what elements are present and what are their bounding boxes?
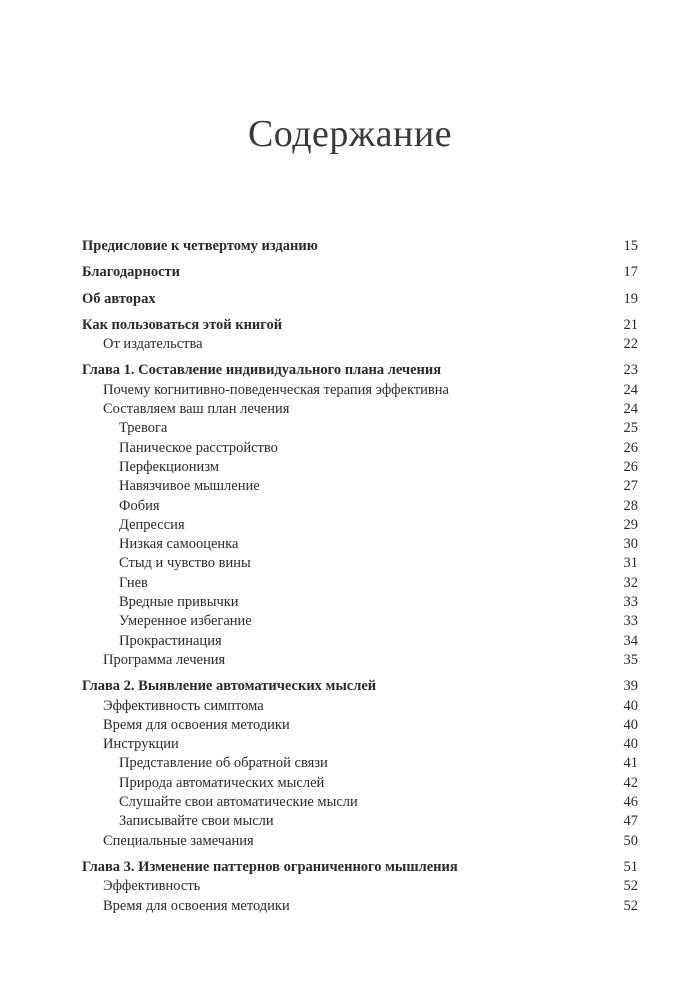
toc-entry-page: 32 [623,574,638,591]
toc-entry-page: 33 [623,613,638,630]
toc-entry-title: От издательства [103,336,203,353]
toc-entry-subsection [82,554,638,573]
toc-entry-page: 40 [623,736,638,753]
page-title: Содержание [247,113,453,155]
toc-entry-subsection [82,612,638,631]
toc-entry-title: Умеренное избегание [119,613,252,630]
toc-entry-title: Время для освоения методики [103,716,290,733]
toc-entry-main [82,237,638,256]
toc-entry-title: Паническое расстройство [119,439,278,456]
toc-entry-subsection [82,774,638,793]
toc-entry-subsection [82,574,638,593]
toc-entry-title: Глава 3. Изменение паттернов ограниченного мышления [82,858,458,875]
toc-entry-page: 19 [623,290,638,307]
toc-entry-page: 24 [623,381,638,398]
toc-entry-title: Эффективность симптома [103,697,264,714]
toc-entry-title: Составляем ваш план лечения [103,401,290,418]
toc-entry-main [82,361,638,380]
toc-entry-page: 17 [623,264,638,281]
toc-entry-page: 31 [623,555,638,572]
toc-entry-title: Благодарности [82,264,181,281]
toc-entry-subsection [82,632,638,651]
toc-entry-page: 15 [623,238,638,254]
toc-entry-subsection [82,477,638,496]
toc-entry-title: Глава 1. Составление индивидуального плана лечения [82,362,442,379]
toc-entry-main [82,677,638,696]
toc-entry-page: 35 [623,651,638,668]
toc-entry-section [82,832,638,851]
toc-entry-main [82,858,638,877]
toc-entry-page: 41 [623,755,638,772]
toc-entry-title: Тревога [119,420,168,437]
toc-entry-page: 52 [623,878,638,895]
toc-entry-page: 30 [623,536,638,553]
toc-entry-subsection [82,419,638,438]
toc-entry-title: Как пользоваться этой книгой [82,316,283,333]
toc-entry-title: Предисловие к четвертому изданию [82,238,318,254]
toc-entry-title: Время для освоения методики [103,897,290,914]
toc-entry-title: Слушайте свои автоматические мысли [119,794,358,811]
toc-entry-main [82,263,638,282]
toc-entry-page: 27 [623,478,638,495]
toc-entry-page: 23 [623,362,638,379]
toc-entry-title: Почему когнитивно-поведенческая терапия эффективна [103,381,449,398]
toc-entry-page: 51 [623,858,638,875]
toc-entry-page: 33 [623,594,638,611]
toc-entry-page: 24 [623,401,638,418]
toc-entry-title: Перфекционизм [119,458,220,475]
toc-entry-title: Прокрастинация [119,632,222,649]
toc-entry-section [82,651,638,670]
toc-entry-subsection [82,793,638,812]
toc-entry-title: Стыд и чувство вины [119,555,251,572]
toc-entry-page: 42 [623,774,638,791]
toc-entry-title: Гнев [119,574,148,591]
toc-entry-title: Представление об обратной связи [119,755,328,772]
toc-entry-page: 40 [623,716,638,733]
toc-entry-page: 29 [623,516,638,533]
toc-entry-section [82,735,638,754]
toc-entry-page: 40 [623,697,638,714]
toc-entry-subsection [82,593,638,612]
toc-entry-title: Записывайте свои мысли [119,813,274,830]
toc-entry-subsection [82,812,638,831]
toc-entry-subsection [82,497,638,516]
toc-entry-page: 39 [623,678,638,695]
toc-entry-subsection [82,439,638,458]
toc-entry-page: 47 [623,813,638,830]
toc-entry-title: Природа автоматических мыслей [119,774,325,791]
toc-entry-page: 52 [623,897,638,914]
toc-entry-title: Низкая самооценка [119,536,239,553]
toc-entry-subsection [82,535,638,554]
toc-entry-subsection [82,458,638,477]
toc-entry-title: Навязчивое мышление [119,478,260,495]
toc-entry-main [82,316,638,335]
table-of-contents [82,237,638,916]
toc-entry-page: 50 [623,832,638,849]
toc-entry-title: Вредные привычки [119,594,239,611]
toc-entry-title: Эффективность [103,878,201,895]
toc-entry-section [82,716,638,735]
toc-entry-page: 34 [623,632,638,649]
toc-entry-section [82,335,638,354]
toc-entry-page: 28 [623,497,638,514]
toc-entry-page: 46 [623,794,638,811]
toc-entry-page: 26 [623,439,638,456]
toc-entry-title: Программа лечения [103,651,226,668]
toc-entry-page: 21 [623,316,638,333]
toc-entry-page: 25 [623,420,638,437]
toc-entry-title: Глава 2. Выявление автоматических мыслей [82,678,377,695]
toc-entry-main [82,290,638,309]
toc-entry-title: Об авторах [82,290,156,307]
toc-entry-subsection [82,516,638,535]
toc-entry-title: Депрессия [119,516,185,533]
toc-entry-title: Фобия [119,497,160,514]
toc-entry-page: 22 [623,336,638,353]
toc-entry-title: Инструкции [103,736,179,753]
toc-entry-section [82,400,638,419]
toc-entry-page: 26 [623,458,638,475]
toc-entry-subsection [82,754,638,773]
toc-entry-section [82,381,638,400]
toc-entry-title: Специальные замечания [103,832,254,849]
toc-entry-section [82,897,638,916]
toc-entry-section [82,697,638,716]
toc-entry-section [82,877,638,896]
